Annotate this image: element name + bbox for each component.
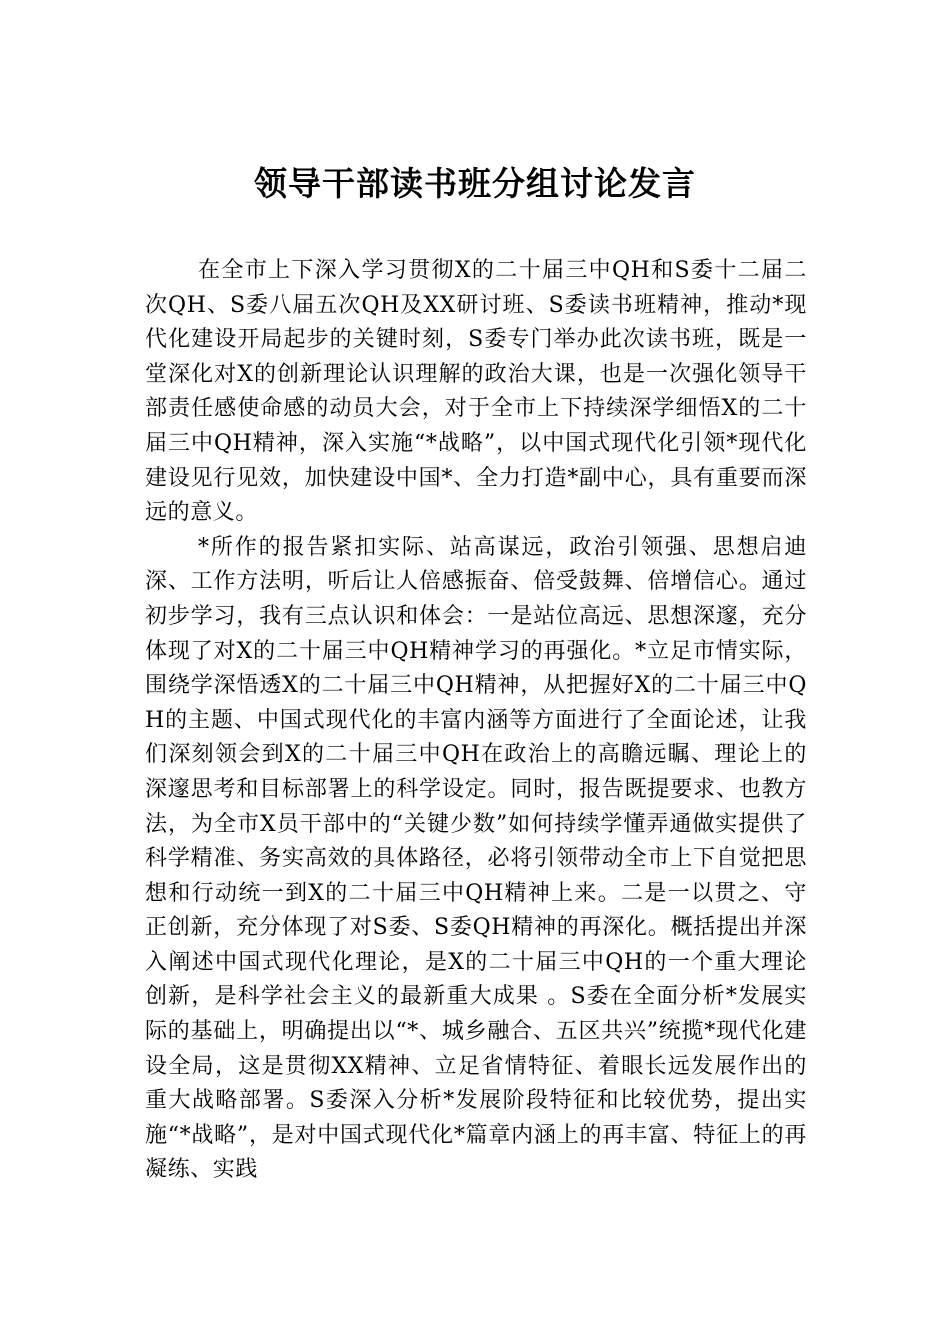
paragraph: *所作的报告紧扣实际、站高谋远，政治引领强、思想启迪深、工作方法明，听后让人倍感振奋、倍受鼓舞、倍增信心。通过初步学习，我有三点认识和体会：一是站位高远、思想深邃，充分体现了对X的二十届三中QH精神学习的再强化。*立足市情实际，围绕学深悟透X的二十届三中QH精神，从把握好X的二十届三中QH的主题、中国式现代化的丰富内涵等方面进行了全面论述，让我们深刻领会到X的二十届三中QH在政治上的高瞻远瞩、理论上的深邃思考和目标部署上的科学设定。同时，报告既提要求、也教方法，为全市X员干部中的“关键少数”如何持续学懂弄通做实提供了科学精准、务实高效的具体路径，必将引领带动全市上下自觉把思想和行动统一到X的二十届三中QH精神上来。二是一以贯之、守正创新，充分体现了对S委、S委QH精神的再深化。概括提出并深入阐述中国式现代化理论，是X的二十届三中QH的一个重大理论创新，是科学社会主义的最新重大成果 。S委在全面分析*发展实际的基础上，明确提出以“*、城乡融合、五区共兴”统揽*现代化建设全局，这是贯彻XX精神、立足省情特征、着眼长远发展作出的重大战略部署。S委深入分析*发展阶段特征和比较优势，提出实施“*战略”，是对中国式现代化*篇章内涵上的再丰富、特征上的再凝练、实践 xyxy=(145,534,807,1183)
document-body xyxy=(145,254,807,1188)
paragraph: 在全市上下深入学习贯彻X的二十届三中QH和S委十二届二次QH、S委八届五次QH及XX研讨班、S委读书班精神，推动*现代化建设开局起步的关键时刻，S委专门举办此次读书班，既是一堂深化对X的创新理论认识理解的政治大课，也是一次强化领导干部责任感使命感的动员大会，对于全市上下持续深学细悟X的二十届三中QH精神，深入实施“*战略”，以中国式现代化引领*现代化建设见行见效，加快建设中国*、全力打造*副中心，具有重要而深远的意义。 xyxy=(145,258,807,526)
document-title: 领导干部读书班分组讨论发言 xyxy=(254,164,696,203)
